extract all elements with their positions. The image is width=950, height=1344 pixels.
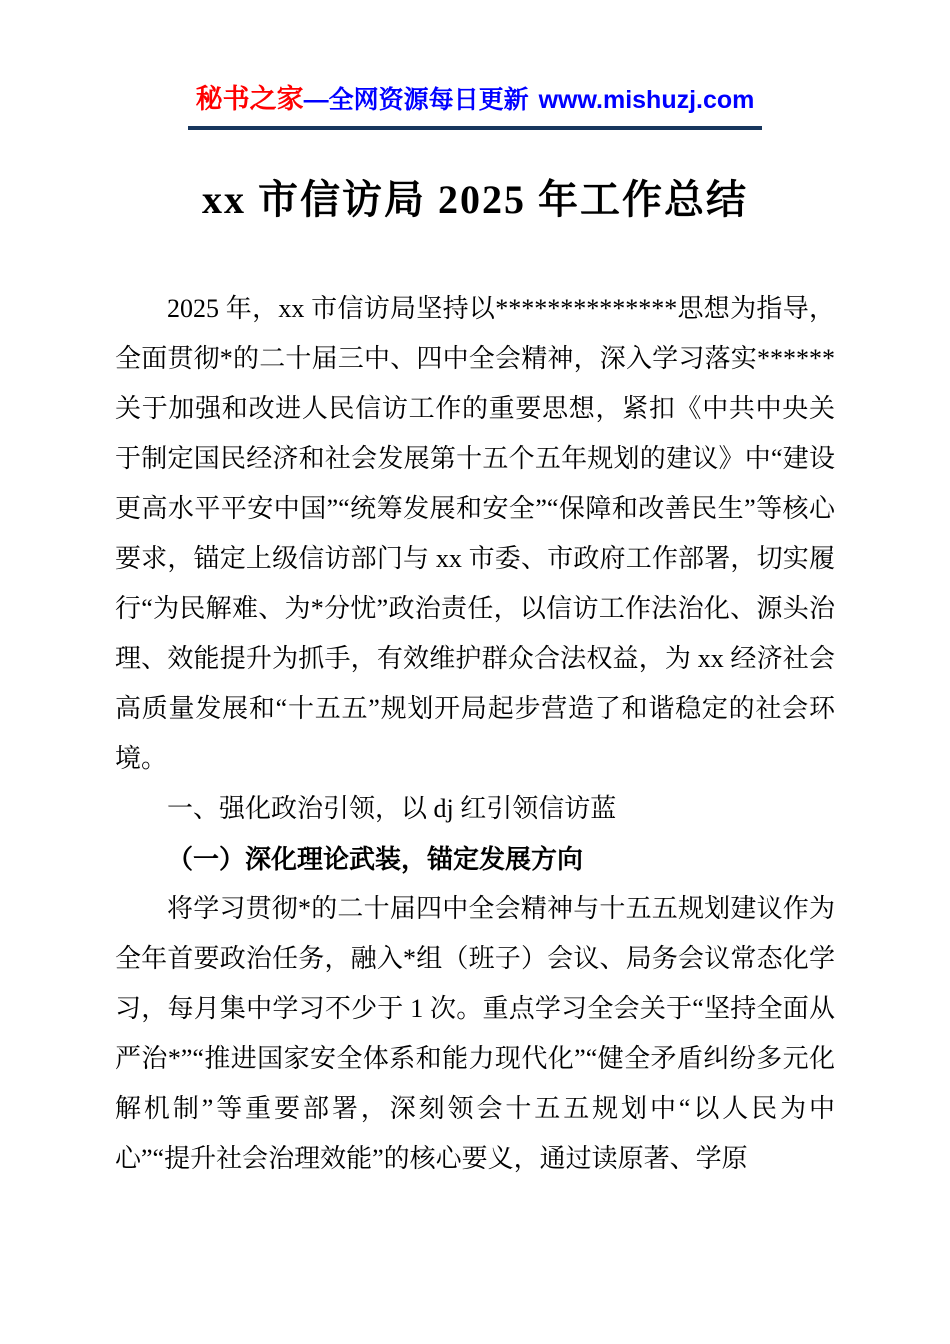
paragraph-body-1: 将学习贯彻*的二十届四中全会精神与十五五规划建议作为全年首要政治任务，融入*组（班子）会议、局务会议常态化学习，每月集中学习不少于 1 次。重点学习全会关于“坚持全面从严治*”“推进国家安全体系和能力现代化”“健全矛盾纠纷多元化解机制”等重要部署，深刻领会十五五规划中“以人民为中心”“提升社会治理效能”的核心要义，通过读原著、学原 — [115, 894, 835, 1174]
document-body — [115, 284, 835, 1184]
paragraph-intro: 2025 年，xx 市信访局坚持以**************思想为指导，全面贯彻*的二十届三中、四中全会精神，深入学习落实******关于加强和改进人民信访工作的重要思想，紧扣《中共中央关于制定国民经济和社会发展第十五个五年规划的建议》中“建设更高水平平安中国”“统筹发展和安全”“保障和改善民生”等核心要求，锚定上级信访部门与 xx 市委、市政府工作部署，切实履行“为民解难、为*分忧”政治责任，以信访工作法治化、源头治理、效能提升为抓手，有效维护群众合法权益，为 xx 经济社会高质量发展和“十五五”规划开局起步营造了和谐稳定的社会环境。 — [115, 294, 835, 774]
site-name: 秘书之家 — [195, 84, 304, 114]
header-tagline: —全网资源每日更新 — [303, 86, 529, 114]
page-header — [115, 82, 835, 130]
header-url: www.mishuzj.com — [538, 86, 755, 114]
subsection-heading-1-1: （一）深化理论武装，锚定发展方向 — [167, 844, 584, 875]
header-banner — [188, 82, 763, 130]
document-title: xx 市信访局 2025 年工作总结 — [202, 177, 748, 223]
section-heading-1: 一、强化政治引领，以 dj 红引领信访蓝 — [167, 794, 617, 824]
